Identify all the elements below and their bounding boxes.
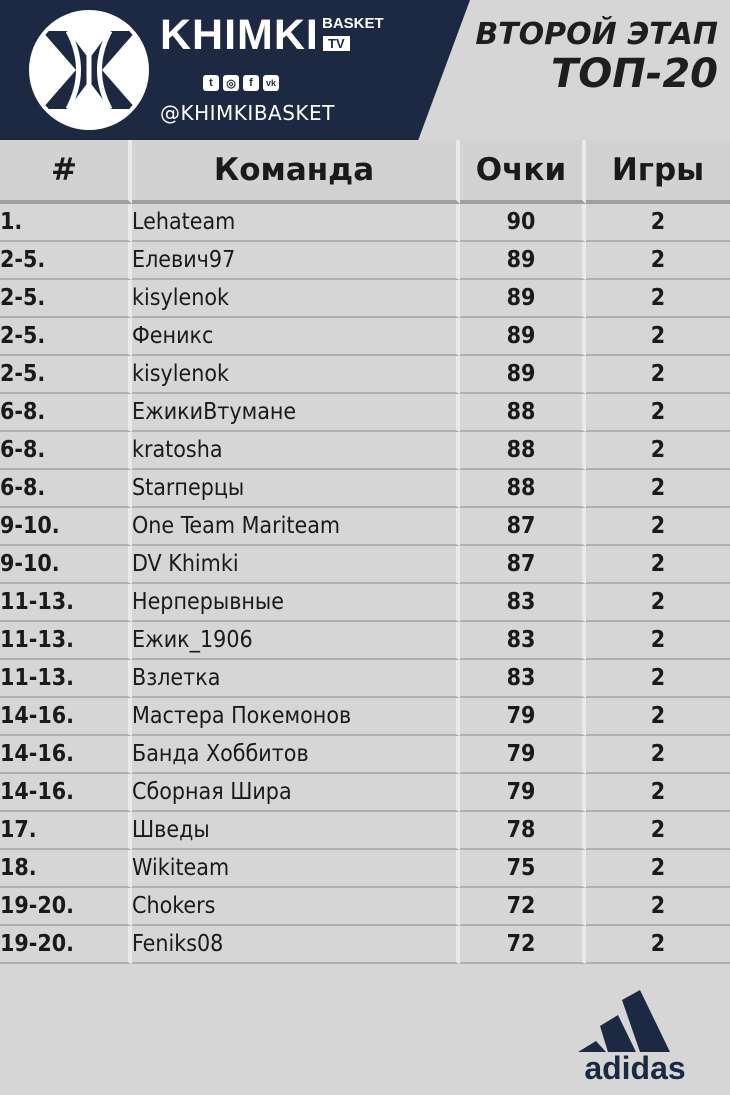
table-row [0, 736, 730, 774]
row-team: Банда Хоббитов [132, 736, 460, 774]
table-row [0, 698, 730, 736]
table-row [0, 470, 730, 508]
row-points: 83 [460, 622, 586, 660]
row-games: 2 [586, 394, 730, 432]
row-games: 2 [586, 280, 730, 318]
row-games: 2 [586, 508, 730, 546]
table-row [0, 280, 730, 318]
row-games: 2 [586, 660, 730, 698]
row-games: 2 [586, 774, 730, 812]
row-rank: 11-13. [0, 584, 132, 622]
row-points: 88 [460, 432, 586, 470]
row-games: 2 [586, 546, 730, 584]
row-team: Нерперывные [132, 584, 460, 622]
row-points: 79 [460, 698, 586, 736]
row-rank: 19-20. [0, 926, 132, 964]
table-row [0, 660, 730, 698]
row-team: DV Khimki [132, 546, 460, 584]
row-points: 83 [460, 660, 586, 698]
header-points: Очки [460, 140, 586, 204]
stage-title [475, 17, 718, 97]
row-team: Ежик_1906 [132, 622, 460, 660]
standings-table [0, 140, 730, 964]
table-row [0, 888, 730, 926]
table-row [0, 242, 730, 280]
row-team: Взлетка [132, 660, 460, 698]
social-icons [203, 75, 279, 91]
table-row [0, 926, 730, 964]
brand-sub-tv: TV [323, 36, 350, 51]
table-row [0, 546, 730, 584]
row-rank: 18. [0, 850, 132, 888]
row-points: 89 [460, 318, 586, 356]
row-team: Шведы [132, 812, 460, 850]
row-points: 88 [460, 394, 586, 432]
row-rank: 19-20. [0, 888, 132, 926]
table-row [0, 812, 730, 850]
row-games: 2 [586, 318, 730, 356]
row-rank: 2-5. [0, 318, 132, 356]
row-points: 87 [460, 508, 586, 546]
row-team: Елевич97 [132, 242, 460, 280]
row-team: ЕжикиВтумане [132, 394, 460, 432]
row-points: 72 [460, 926, 586, 964]
row-points: 79 [460, 774, 586, 812]
vk-icon[interactable]: vk [263, 75, 279, 91]
row-points: 89 [460, 356, 586, 394]
sponsor-name: adidas [584, 1050, 686, 1085]
row-team: Сборная Шира [132, 774, 460, 812]
row-points: 89 [460, 280, 586, 318]
stage-line-2: ТОП-20 [550, 51, 718, 97]
header-team: Команда [132, 140, 460, 204]
table-row [0, 318, 730, 356]
row-points: 79 [460, 736, 586, 774]
row-games: 2 [586, 204, 730, 242]
row-rank: 14-16. [0, 698, 132, 736]
brand-sub-basket: BASKET [322, 15, 384, 32]
row-rank: 6-8. [0, 432, 132, 470]
row-team: Starперцы [132, 470, 460, 508]
header-games: Игры [586, 140, 730, 204]
row-points: 78 [460, 812, 586, 850]
brand-name: KHIMKI [160, 11, 319, 59]
row-games: 2 [586, 926, 730, 964]
row-games: 2 [586, 242, 730, 280]
row-games: 2 [586, 432, 730, 470]
table-row [0, 850, 730, 888]
row-rank: 1. [0, 204, 132, 242]
row-games: 2 [586, 736, 730, 774]
row-team: kisylenok [132, 280, 460, 318]
row-points: 89 [460, 242, 586, 280]
row-team: One Team Mariteam [132, 508, 460, 546]
row-rank: 9-10. [0, 508, 132, 546]
row-team: Мастера Покемонов [132, 698, 460, 736]
row-games: 2 [586, 584, 730, 622]
twitter-icon[interactable]: t [203, 75, 219, 91]
row-team: kisylenok [132, 356, 460, 394]
row-games: 2 [586, 356, 730, 394]
row-points: 87 [460, 546, 586, 584]
row-games: 2 [586, 812, 730, 850]
row-points: 90 [460, 204, 586, 242]
instagram-icon[interactable]: ◎ [223, 75, 239, 91]
row-games: 2 [586, 888, 730, 926]
row-rank: 2-5. [0, 280, 132, 318]
table-row [0, 356, 730, 394]
khimki-logo-icon [28, 9, 150, 131]
row-points: 72 [460, 888, 586, 926]
row-rank: 14-16. [0, 774, 132, 812]
row-rank: 11-13. [0, 622, 132, 660]
row-points: 83 [460, 584, 586, 622]
table-row [0, 774, 730, 812]
social-handle: @KHIMKIBASKET [160, 101, 335, 125]
header-rank: # [0, 140, 132, 204]
row-games: 2 [586, 622, 730, 660]
table-row [0, 622, 730, 660]
adidas-logo-icon [560, 990, 710, 1085]
table-row [0, 204, 730, 242]
row-points: 88 [460, 470, 586, 508]
row-team: Feniks08 [132, 926, 460, 964]
row-team: kratosha [132, 432, 460, 470]
table-header-row [0, 140, 730, 204]
row-games: 2 [586, 698, 730, 736]
table-row [0, 584, 730, 622]
row-points: 75 [460, 850, 586, 888]
table-row [0, 432, 730, 470]
row-rank: 14-16. [0, 736, 132, 774]
row-games: 2 [586, 850, 730, 888]
row-rank: 17. [0, 812, 132, 850]
row-team: Chokers [132, 888, 460, 926]
row-team: Wikiteam [132, 850, 460, 888]
row-rank: 2-5. [0, 356, 132, 394]
row-rank: 6-8. [0, 470, 132, 508]
stage-line-1: ВТОРОЙ ЭТАП [475, 17, 718, 52]
row-rank: 6-8. [0, 394, 132, 432]
row-rank: 2-5. [0, 242, 132, 280]
row-rank: 9-10. [0, 546, 132, 584]
table-row [0, 394, 730, 432]
table-row [0, 508, 730, 546]
facebook-icon[interactable]: f [243, 75, 259, 91]
row-team: Lehateam [132, 204, 460, 242]
row-games: 2 [586, 470, 730, 508]
row-rank: 11-13. [0, 660, 132, 698]
row-team: Феникс [132, 318, 460, 356]
